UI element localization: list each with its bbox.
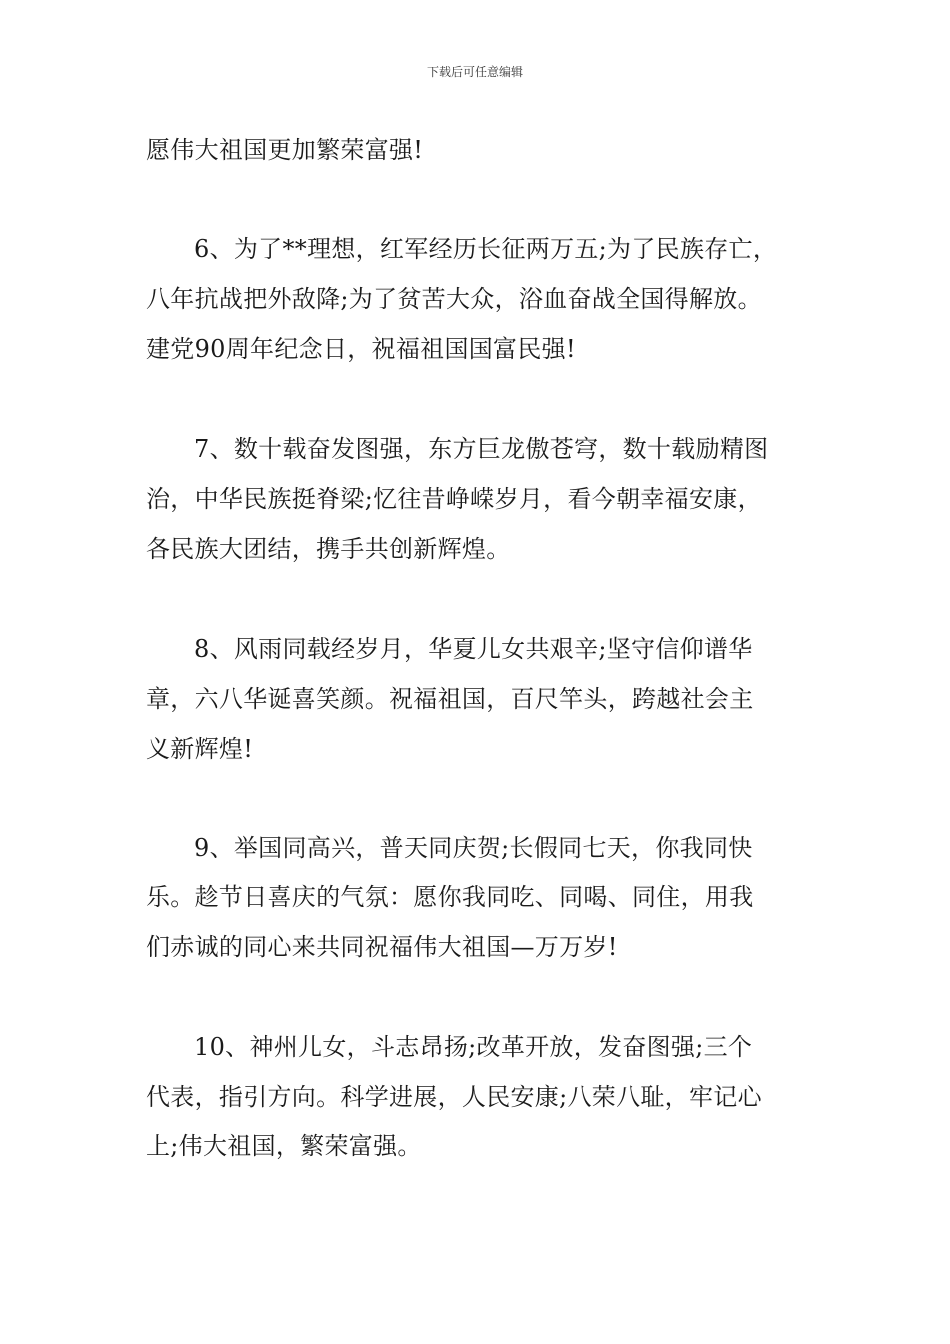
paragraph-8-line-2: 章，六八华诞喜笑颜。祝福祖国，百尺竿头，跨越社会主 — [146, 685, 754, 713]
paragraph-10-line-1: 10、神州儿女，斗志昂扬;改革开放，发奋图强;三个 — [194, 1033, 753, 1061]
paragraph-7-line-3: 各民族大团结，携手共创新辉煌。 — [146, 535, 511, 563]
paragraph-6-line-3: 建党90周年纪念日，祝福祖国国富民强! — [146, 335, 576, 363]
paragraph-8-line-3: 义新辉煌! — [146, 735, 254, 763]
page-header-note: 下载后可任意编辑 — [426, 65, 523, 79]
paragraph-7-line-2: 治，中华民族挺脊梁;忆往昔峥嵘岁月，看今朝幸福安康， — [146, 485, 762, 513]
paragraph-9-line-2: 乐。趁节日喜庆的气氛：愿你我同吃、同喝、同住，用我 — [146, 883, 754, 911]
paragraph-8-line-1: 8、风雨同载经岁月，华夏儿女共艰辛;坚守信仰谱华 — [194, 635, 753, 663]
paragraph-10-line-2: 代表，指引方向。科学进展，人民安康;八荣八耻，牢记心 — [146, 1083, 762, 1111]
paragraph-6-line-2: 八年抗战把外敌降;为了贫苦大众，浴血奋战全国得解放。 — [146, 285, 762, 313]
paragraph-continuation-line: 愿伟大祖国更加繁荣富强! — [146, 136, 424, 164]
paragraph-9-line-1: 9、举国同高兴，普天同庆贺;长假同七天，你我同快 — [194, 834, 753, 862]
paragraph-10-line-3: 上;伟大祖国，繁荣富强。 — [146, 1132, 422, 1160]
paragraph-7-line-1: 7、数十载奋发图强，东方巨龙傲苍穹，数十载励精图 — [194, 435, 769, 463]
paragraph-9-line-3: 们赤诚的同心来共同祝福伟大祖国—万万岁! — [146, 933, 618, 961]
paragraph-6-line-1: 6、为了**理想，红军经历长征两万五;为了民族存亡， — [194, 235, 778, 263]
